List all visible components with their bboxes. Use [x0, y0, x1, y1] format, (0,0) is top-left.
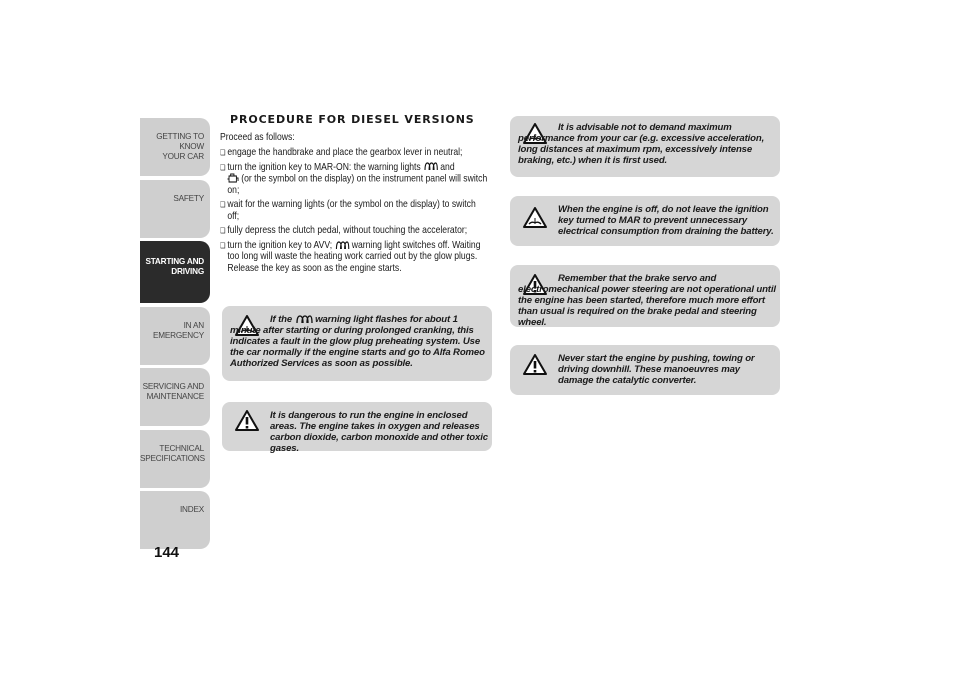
warning-text: It is dangerous to run the engine in enclosed areas. The engine takes in oxygen and releases carbon dioxide, carbon monoxide and other toxic gases.	[270, 410, 488, 454]
warning-box-brake-servo	[510, 265, 780, 327]
warning-text: Never start the engine by pushing, towing or driving downhill. These manoeuvres may damage the catalytic converter.	[558, 353, 755, 386]
step-text: engage the handbrake and place the gearbox lever in neutral;	[227, 146, 463, 158]
warning-triangle-icon	[522, 353, 548, 377]
step-item	[220, 162, 488, 197]
step-text: and	[440, 160, 455, 173]
page-number: 144	[154, 544, 180, 561]
step-text: (or the symbol on the display) on the instrument panel will switch on;	[227, 172, 488, 196]
step-item	[220, 225, 488, 237]
tab-starting-and-driving[interactable]: STARTING AND DRIVING	[140, 241, 210, 303]
step-item	[220, 147, 488, 159]
step-item	[220, 199, 488, 222]
warning-text: warning light flashes for about 1 minute after starting or during prolonged cranking, this indicates a fault in the glow plug preheating system. Use the car normally if the engine starts and go to Alfa Romeo Authorized Services as soon as possible.	[230, 314, 485, 369]
glow-plug-icon	[295, 315, 313, 324]
warning-box-first-use	[510, 116, 780, 177]
engine-icon	[227, 173, 238, 184]
step-text: turn the ignition key to MAR-ON: the warning lights	[227, 160, 421, 173]
step-list	[220, 147, 492, 274]
tab-in-an-emergency[interactable]: IN AN EMERGENCY	[140, 307, 210, 365]
step-text: fully depress the clutch pedal, without touching the accelerator;	[227, 224, 468, 237]
side-tabs	[140, 118, 210, 553]
warning-text: Remember that the brake servo and electromechanical power steering are not operational until the engine has been started, therefore much more effort than usual is required on the brake pedal and steering wheel.	[518, 273, 776, 328]
warning-box-ignition-key	[510, 196, 780, 246]
step-text: warning light switches off. Waiting too long will waste the heating work carried out by the glow plugs. Release the key as soon as the engine starts.	[227, 238, 481, 274]
tab-technical-specifications[interactable]: TECHNICAL SPECIFICATIONS	[140, 430, 210, 488]
procedure-section	[220, 113, 492, 277]
step-text: turn the ignition key to AVV;	[227, 238, 333, 251]
tab-getting-to-know[interactable]: GETTING TO KNOW YOUR CAR	[140, 118, 210, 176]
section-heading: PROCEDURE FOR DIESEL VERSIONS	[230, 113, 475, 126]
warning-text: If the	[270, 314, 293, 325]
tab-servicing[interactable]: SERVICING AND MAINTENANCE	[140, 368, 210, 426]
warning-box-glow-plug	[222, 306, 492, 381]
warning-text: It is advisable not to demand maximum performance from your car (e.g. excessive acceleration, long distances at maximum rpm, excessively intense braking, etc.) when it is first used.	[518, 122, 765, 166]
glow-plug-icon	[423, 162, 438, 171]
book-caution-icon	[522, 206, 548, 230]
step-text: wait for the warning lights (or the symbol on the display) to switch off;	[227, 198, 476, 222]
intro-text: Proceed as follows:	[220, 131, 295, 143]
tab-index[interactable]: INDEX	[140, 491, 210, 549]
step-item	[220, 240, 488, 275]
warning-box-push-start	[510, 345, 780, 395]
tab-safety[interactable]: SAFETY	[140, 180, 210, 238]
warning-triangle-icon	[234, 409, 260, 433]
warning-text: When the engine is off, do not leave the ignition key turned to MAR to prevent unnecessary electrical consumption from draining the battery.	[558, 204, 774, 237]
glow-plug-icon	[335, 241, 350, 250]
warning-box-enclosed-areas	[222, 402, 492, 454]
